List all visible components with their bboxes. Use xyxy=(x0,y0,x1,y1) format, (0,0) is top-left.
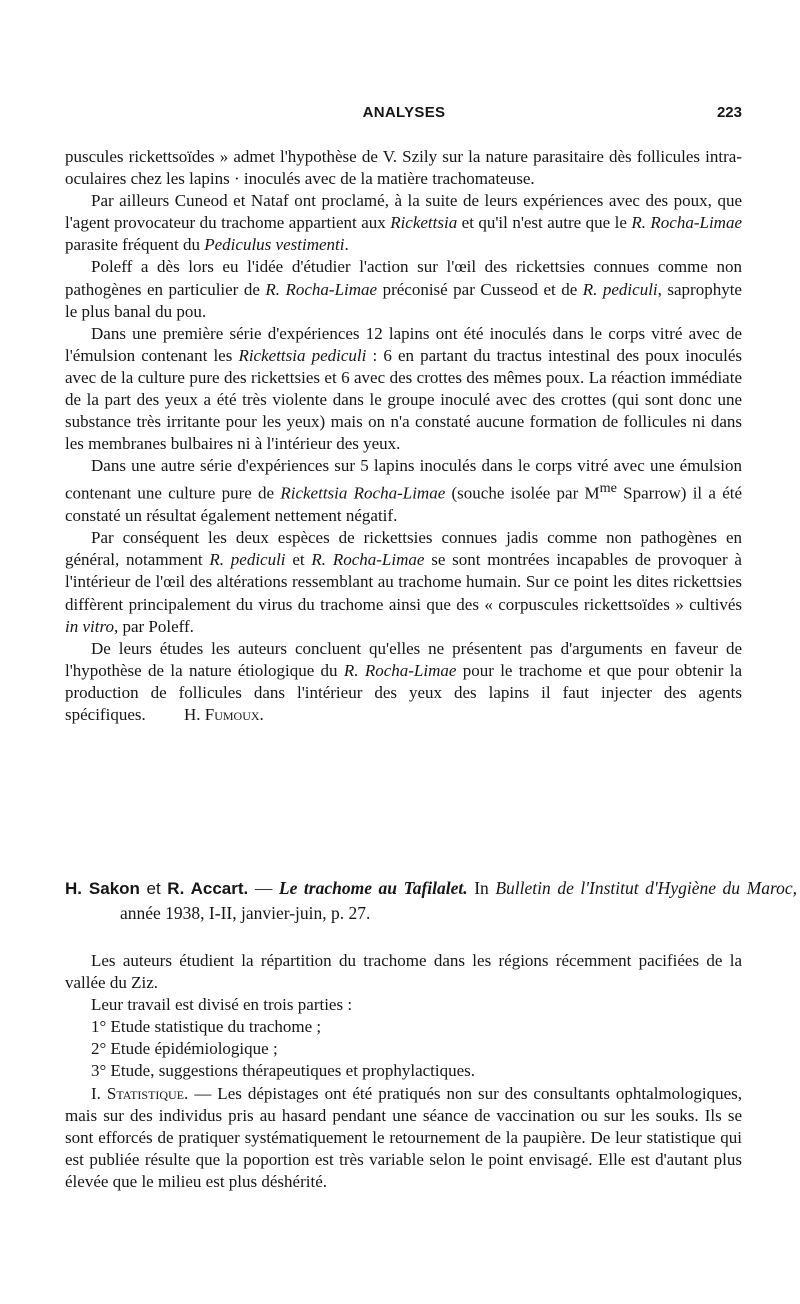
paragraph-text: De leurs études les auteurs concluent qu'elles ne présentent pas d'arguments en faveur de l'hypothèse de la nature étiologique du R. Rocha-Limae pour le trachome et que pour obtenir la production de follicules dans l'intérieur des yeux des lapins il faut injecter des agents spécifiques. xyxy=(65,638,742,724)
review-body xyxy=(65,950,742,1193)
signature: H. Fumoux. xyxy=(183,705,264,724)
paragraph: Par ailleurs Cuneod et Nataf ont proclamé, à la suite de leurs expériences avec des poux, que l'agent provocateur du trachome appartient aux Rickettsia et qu'il n'est autre que le R. Rocha-Limae parasite fréquent du Pediculus vestimenti. xyxy=(65,191,742,255)
paragraph: Les auteurs étudient la répartition du trachome dans les régions récemment pacifiées de la vallée du Ziz. xyxy=(65,951,742,993)
author-conjunction: et xyxy=(146,879,161,898)
page-number: 223 xyxy=(716,104,742,121)
section-paragraph xyxy=(65,1083,742,1193)
list-intro: Leur travail est divisé en trois parties : xyxy=(91,995,353,1015)
list-item: 2° Etude épidémiologique ; xyxy=(91,1039,278,1059)
analysis-body xyxy=(65,146,742,726)
paragraph: Dans une autre série d'expériences sur 5 lapins inoculés dans le corps vitré avec une émulsion contenant une culture pure de Rickettsia Rocha-Limae (souche isolée par $M^{me}$ Sparrow) il a été constaté un résultat également nettement négatif. xyxy=(65,456,743,526)
running-title: ANALYSES xyxy=(362,104,446,121)
paragraph-continuation: puscules rickettsoïdes » admet l'hypothèse de V. Szily sur la nature parasitaire dès follicules intra-oculaires chez les lapins · inoculés avec de la matière trachomateuse. xyxy=(65,147,742,189)
author-1: H. Sakon xyxy=(65,879,140,898)
paragraph: Dans une première série d'expériences 12 lapins ont été inoculés dans le corps vitré avec de l'émulsion contenant les Rickettsia pediculi : 6 en partant du tractus intestinal des poux inoculés avec de la culture pure des rickettsies et 6 avec des crottes des mêmes poux. La réaction immédiate de la part des yeux a été très violente dans le groupe inoculé avec des crottes (qui sont donc une substance très irritante pour les yeux) mais on n'a constaté aucune formation de follicules ni dans les membranes bulbaires ni à l'intérieur des yeux. xyxy=(65,323,742,454)
section-label: I. Statistique. xyxy=(91,1083,189,1103)
journal-name: Bulletin de l'Institut d'Hygiène du Maroc, xyxy=(495,878,798,898)
reference-in: In xyxy=(474,878,489,898)
paragraph-with-signature xyxy=(65,638,742,726)
list-item: 3° Etude, suggestions thérapeutiques et prophylactiques. xyxy=(91,1061,476,1081)
list-item: 1° Etude statistique du trachome ; xyxy=(91,1017,322,1037)
paragraph: Poleff a dès lors eu l'idée d'étudier l'action sur l'œil des rickettsies connues comme non pathogènes en particulier de R. Rocha-Limae préconisé par Cusseod et de R. pediculi, saprophyte le plus banal du pou. xyxy=(65,257,742,321)
bibliographic-reference xyxy=(65,876,797,925)
running-head xyxy=(66,104,742,126)
section-text: — Les dépistages ont été pratiqués non sur des consultants ophtalmologiques, mais sur des individus pris au hasard pendant une séance de vaccination ou sur les souks. Ils se sont efforcés de pratiquer systématiquement le retournement de la paupière. De leur statistique qui est publiée résulte que la poportion est très variable selon le point envisagé. Elle est d'autant plus élevée que le milieu est plus déshérité. xyxy=(65,1083,742,1191)
author-2: R. Accart. xyxy=(167,879,249,898)
reference-details: année 1938, I-II, janvier-juin, p. 27. xyxy=(120,903,371,923)
reference-title: Le trachome au Tafilalet. xyxy=(278,878,468,898)
reference-dash: — xyxy=(254,878,273,898)
paragraph: Par conséquent les deux espèces de rickettsies connues jadis comme non pathogènes en général, notamment R. pediculi et R. Rocha-Limae se sont montrées incapables de provoquer à l'intérieur de l'œil des altérations ressemblant au trachome humain. Sur ce point les dites rickettsies diffèrent principalement du virus du trachome ainsi que des « corpuscules rickettsoïdes » cultivés in vitro, par Poleff. xyxy=(65,528,742,636)
